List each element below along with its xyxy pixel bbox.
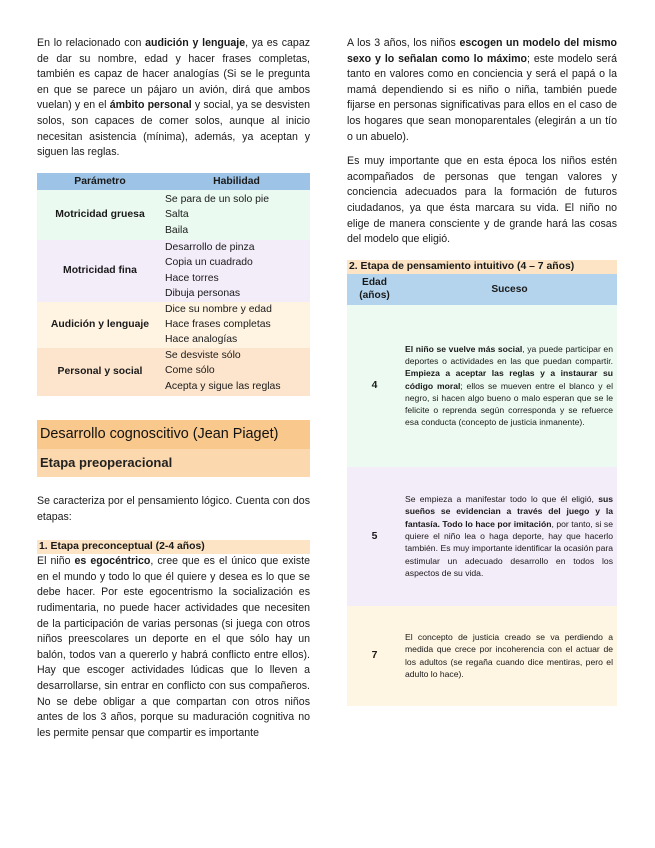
column-header: Habilidad — [163, 173, 310, 190]
column-header: Edad (años) — [347, 274, 402, 305]
table-row — [37, 190, 310, 207]
table-row — [347, 305, 617, 467]
skill-cell: Se para de un solo pie — [163, 190, 310, 207]
skill-cell: Dibuja personas — [163, 286, 310, 301]
event-cell: El niño se vuelve más social, ya puede participar en deportes o actividades en las que puedan compartir. Empieza a aceptar las reglas y a instaurar su código moral; ellos se mueven entre el blanco y el negro, si hacen algo bueno o malo esperan que se le felicite o reprenda según corresponda y se refuerce esa conducta (concepto de justicia inmanente). — [402, 305, 617, 467]
column-header: Suceso — [402, 274, 617, 305]
section-description: Se caracteriza por el pensamiento lógico. Cuenta con dos etapas: — [37, 495, 310, 523]
skills-table — [37, 173, 310, 396]
skill-cell: Come sólo — [163, 363, 310, 378]
skill-cell: Se desviste sólo — [163, 348, 310, 363]
column-header: Parámetro — [37, 173, 163, 190]
stages-table — [347, 274, 617, 706]
stage1-title: 1. Etapa preconceptual (2-4 años) — [37, 540, 310, 554]
table-row — [37, 348, 310, 363]
table-row — [37, 302, 310, 317]
table-row — [37, 240, 310, 255]
skill-cell: Copia un cuadrado — [163, 255, 310, 270]
param-cell: Personal y social — [37, 348, 163, 396]
right-column — [347, 36, 617, 706]
skill-cell: Baila — [163, 223, 310, 240]
event-cell: Se empieza a manifestar todo lo que él eligió, sus sueños se evidencian a través del juego y la fantasía. Todo lo hace por imitación, por tanto, si se quiere el niño lea o haga deporte, hay que hacerlo también. Es muy importante identificar la ocasión para estimular un adecuado desarrollo en todos los aspectos de su vida. — [402, 467, 617, 606]
left-column — [37, 36, 310, 741]
age-cell: 4 — [347, 305, 402, 467]
importance-paragraph: Es muy importante que en esta época los niños estén acompañados de personas que tengan valores y conciencia adecuados para la formación de futuros ciudadanos, ya que ésta marcara su vida. El niño no elige de manera consciente y de grande hará las cosas del modelo que eligió. — [347, 155, 617, 246]
age-cell: 7 — [347, 606, 402, 706]
stages-table-header — [347, 274, 617, 305]
subsection-heading: Etapa preoperacional — [37, 449, 310, 477]
skill-cell: Dice su nombre y edad — [163, 302, 310, 317]
skill-cell: Acepta y sigue las reglas — [163, 379, 310, 396]
stage2-title: 2. Etapa de pensamiento intuitivo (4 – 7 años) — [347, 260, 617, 274]
skill-cell: Hace frases completas — [163, 317, 310, 332]
model-paragraph: A los 3 años, los niños escogen un modelo del mismo sexo y lo señalan como lo máximo; este modelo será tanto en valores como en conciencia y será el papá o la mamá dependiendo si es niño o niña, también puede fijarse en personas significativas para ellos en el caso de los hogares que sean monoparentales (elegirán a un tío o un abuelo). — [347, 37, 617, 143]
skill-cell: Hace torres — [163, 271, 310, 286]
age-cell: 5 — [347, 467, 402, 606]
skill-cell: Salta — [163, 207, 310, 222]
stage1-paragraph: El niño es egocéntrico, cree que es el único que existe en el mundo y todo lo que él quiere y desea es lo que se debe hacer. Por este egocentrismo la socialización es rudimentaria, no puede hacer actividades que necesiten de la participación de varias personas (si juega con otros niños preescolares un deporte en el que sólo hay un balón, todos van a quererlo y habrá conflicto entre ellos). Hay que escoger actividades lúdicas que lo lleven a desarrollarse, sin entrar en conflicto con sus compañeros. No se debe obligar a que compartan con otros niños antes de los 3 años, porque su maduración cognitiva no les permite pensar que compartir es importante — [37, 555, 310, 739]
table-row — [347, 606, 617, 706]
param-cell: Audición y lenguaje — [37, 302, 163, 348]
skills-table-header — [37, 173, 310, 190]
event-cell: El concepto de justicia creado se va perdiendo a medida que crece por incoherencia con el actuar de los adultos (se regaña cuando dice mentiras, pero el adulto lo hace). — [402, 606, 617, 706]
table-row — [347, 467, 617, 606]
skill-cell: Hace analogías — [163, 332, 310, 347]
param-cell: Motricidad fina — [37, 240, 163, 302]
intro-paragraph: En lo relacionado con audición y lenguaje, ya es capaz de dar su nombre, edad y hacer frases completas, también es capaz de hacer analogías (Si se le pregunta en que se parece un pájaro un avión, dirá que ambos vuelan) y en el ámbito personal y social, ya se desvisten solos, son capaces de comer solos, aunque al inicio necesitan asistencia (mínima), además, ya aceptan y siguen las reglas. — [37, 37, 311, 159]
section-heading: Desarrollo cognoscitivo (Jean Piaget) — [37, 420, 310, 449]
param-cell: Motricidad gruesa — [37, 190, 163, 240]
skill-cell: Desarrollo de pinza — [163, 240, 310, 255]
